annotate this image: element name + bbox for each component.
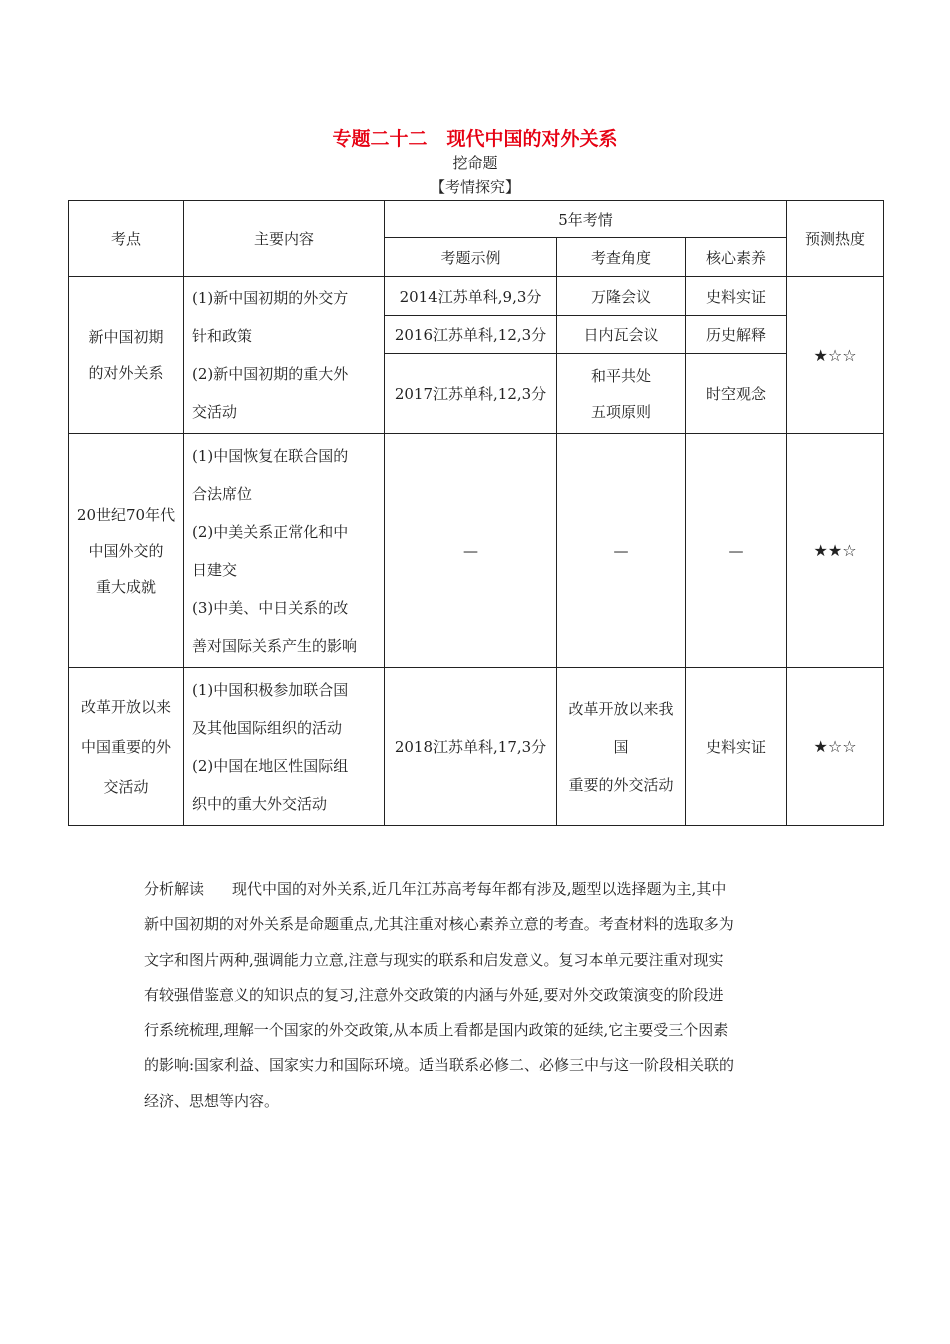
exam-example: 2014江苏单科,9,3分 [385,277,557,316]
exam-literacy: 史料实证 [686,277,787,316]
angle-line: 五项原则 [590,402,651,421]
angle-line: 改革开放以来我 [568,699,674,718]
exam-angle [557,354,686,434]
analysis-line: 文字和图片两种,强调能力立意,注意与现实的联系和启发意义。复习本单元要注重对现实 [144,950,724,969]
exam-table [68,200,884,826]
kaodian-line: 重大成就 [95,577,156,596]
header-angle: 考查角度 [557,238,686,277]
analysis-line [144,872,812,907]
analysis-label: 分析解读 [144,880,205,898]
exam-literacy: 史料实证 [686,668,787,826]
heat-rating: ★☆☆ [787,277,884,434]
content-line: (1)新中国初期的外交方 [192,289,349,307]
kaodian-cell [69,434,184,668]
header-content: 主要内容 [184,201,385,277]
content-line: (1)中国恢复在联合国的 [192,446,349,465]
kaodian-cell [69,277,184,434]
analysis-line: 有较强借鉴意义的知识点的复习,注意外交政策的内涵与外延,要对外交政策演变的阶段进 [144,985,724,1004]
content-line: 及其他国际组织的活动 [192,718,343,737]
exam-literacy: 时空观念 [686,354,787,434]
kaodian-cell [69,668,184,826]
content-line: 合法席位 [192,484,253,503]
analysis-line: 行系统梳理,理解一个国家的外交政策,从本质上看都是国内政策的延续,它主要受三个因素 [144,1021,729,1040]
exam-literacy: 历史解释 [686,316,787,354]
exam-example: 2016江苏单科,12,3分 [385,316,557,354]
exam-example: 2017江苏单科,12,3分 [385,354,557,434]
section-heading: 【考情探究】 [429,178,520,196]
page-title: 专题二十二 现代中国的对外关系 [332,128,618,150]
table-row [69,277,884,316]
content-line: (2)中美关系正常化和中 [192,522,349,541]
angle-line: 重要的外交活动 [568,775,674,794]
angle-line: 国 [613,737,629,756]
kaodian-line: 新中国初期 [88,328,164,346]
analysis-line: 的影响:国家利益、国家实力和国际环境。适当联系必修二、必修三中与这一阶段相关联的 [144,1056,735,1075]
content-cell [184,668,385,826]
kaodian-line: 交活动 [103,777,149,796]
content-line: 针和政策 [192,327,253,345]
analysis-text: 现代中国的对外关系,近几年江苏高考每年都有涉及,题型以选择题为主,其中 [232,880,727,898]
content-line: 交活动 [192,403,238,421]
content-line: 织中的重大外交活动 [192,794,328,813]
kaodian-line: 中国重要的外 [80,737,171,756]
angle-line: 和平共处 [590,366,651,385]
exam-angle: 万隆会议 [557,277,686,316]
analysis-line: 新中国初期的对外关系是命题重点,尤其注重对核心素养立意的考查。考查材料的选取多为 [144,915,734,934]
exam-literacy: — [686,434,787,668]
exam-angle: 日内瓦会议 [557,316,686,354]
content-line: 善对国际关系产生的影响 [192,636,358,655]
exam-example: — [385,434,557,668]
content-line: (2)新中国初期的重大外 [192,365,349,383]
analysis-line: 经济、思想等内容。 [144,1091,280,1110]
heat-rating: ★★☆ [787,434,884,668]
content-line: (1)中国积极参加联合国 [192,680,349,699]
header-example: 考题示例 [385,238,557,277]
content-cell [184,277,385,434]
header-heat: 预测热度 [787,201,884,277]
heat-rating: ★☆☆ [787,668,884,826]
exam-angle: — [557,434,686,668]
page-subtitle: 挖命题 [452,154,498,172]
header-kaodian: 考点 [69,201,184,277]
table-row [69,668,884,826]
kaodian-line: 的对外关系 [88,364,164,382]
kaodian-line: 20世纪70年代 [76,505,176,524]
table-header-row [69,201,884,238]
exam-example: 2018江苏单科,17,3分 [385,668,557,826]
header-five-year: 5年考情 [385,201,787,238]
content-line: (2)中国在地区性国际组 [192,756,349,775]
content-line: (3)中美、中日关系的改 [192,598,349,617]
kaodian-line: 中国外交的 [88,541,164,560]
header-literacy: 核心素养 [686,238,787,277]
table-row [69,434,884,668]
analysis-paragraph [144,872,812,1119]
exam-angle [557,668,686,826]
kaodian-line: 改革开放以来 [80,697,171,716]
content-line: 日建交 [192,560,238,579]
content-cell [184,434,385,668]
